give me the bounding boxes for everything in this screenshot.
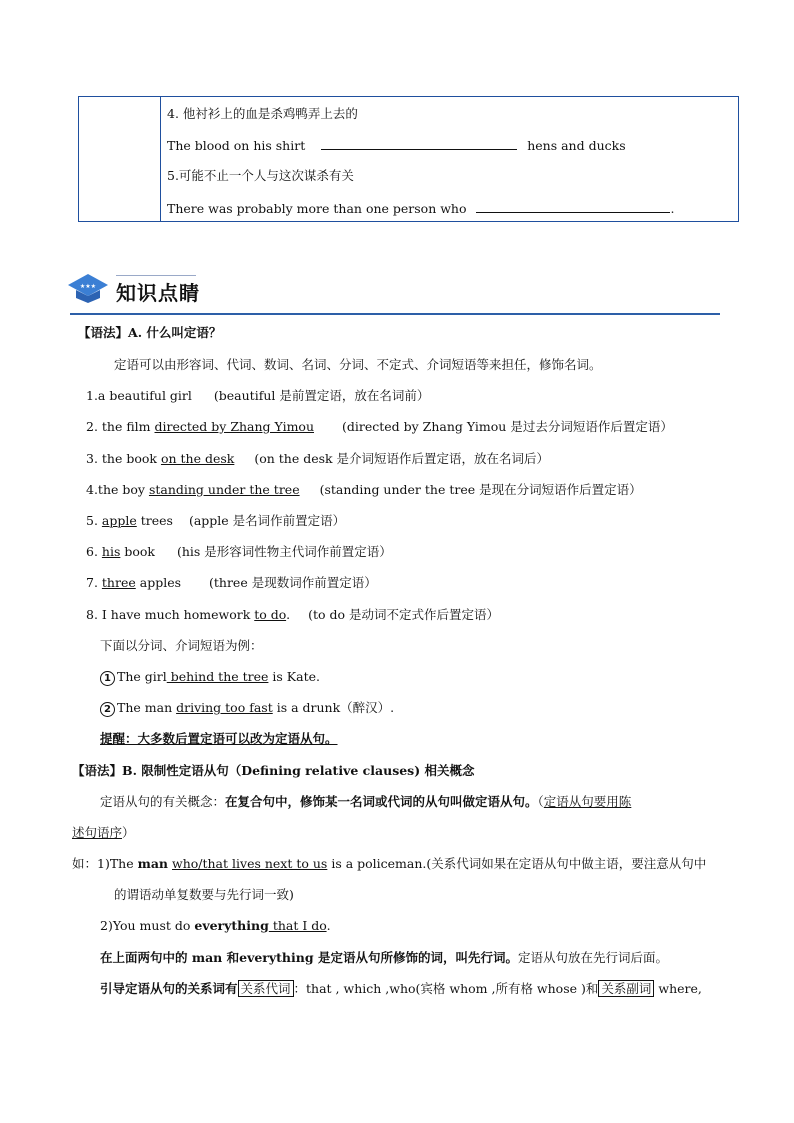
item-text: 8. I have much homework (86, 607, 255, 622)
item-text: 2. the film (86, 419, 155, 434)
item-underlined: three (101, 575, 136, 590)
item-underlined: apple (101, 513, 137, 528)
example-text: 2)You must do (100, 918, 195, 933)
item-text: 7. (86, 575, 102, 590)
header-rule (70, 313, 720, 315)
relative-adverb-box: 关系副词 (598, 980, 654, 997)
relative-pronouns: ：that , which ,who(宾格 whom ,所有格 whose )和 (293, 981, 599, 996)
list-item (86, 575, 377, 591)
example-underlined: behind the tree (166, 669, 269, 684)
example-b1-cont: 的谓语动单复数要与先行词一致) (114, 887, 294, 902)
table-divider (160, 97, 161, 221)
example-b1 (72, 856, 706, 872)
item-note: (his 是形容词性物主代词作前置定语） (176, 544, 392, 559)
list-item (86, 544, 392, 560)
example-text-post: is a drunk（醉汉）. (272, 700, 395, 715)
example-text-post: . (326, 918, 331, 933)
item-text-post: trees (136, 513, 173, 528)
tip-text: 提醒：大多数后置定语可以改为定语从句。 (100, 731, 338, 746)
item-text-post: book (120, 544, 155, 559)
antecedent-position: 定语从句放在先行词后面。 (517, 950, 668, 965)
q4-chinese: 4. 他衬衫上的血是杀鸡鸭弄上去的 (167, 106, 358, 121)
grammar-a-intro: 定语可以由形容词、代词、数词、名词、分词、不定式、介词短语等来担任，修饰名词。 (114, 357, 602, 372)
item-underlined: directed by Zhang Yimou (154, 419, 314, 434)
item-text: 4.the boy (86, 482, 149, 497)
example-b2 (100, 918, 331, 934)
concept-line (100, 794, 631, 810)
paren-open: （ (537, 794, 544, 809)
relative-words-label: 引导定语从句的关系词有 (100, 981, 238, 996)
item-text: 3. the book (86, 451, 161, 466)
item-note: (beautiful 是前置定语，放在名词前） (213, 388, 430, 403)
paren-close: ） (122, 825, 135, 840)
example-text: The man (117, 700, 177, 715)
list-item (86, 451, 549, 467)
q4-answer-blank[interactable] (321, 137, 517, 150)
item-note: (directed by Zhang Yimou 是过去分词短语作后置定语） (341, 419, 673, 434)
header-top-line (116, 275, 196, 276)
item-text-post: apples (135, 575, 182, 590)
q5-chinese: 5.可能不止一个人与这次谋杀有关 (167, 168, 354, 183)
example-1 (100, 669, 320, 686)
antecedent-definition: 是定语从句所修饰的词，叫先行词。 (313, 950, 518, 965)
circled-number: 1 (100, 671, 115, 686)
item-text-post: . (286, 607, 291, 622)
grammar-b-heading: 【语法】B. 限制性定语从句（Defining relative clauses) 相关概念 (72, 763, 475, 778)
item-note: (on the desk 是介词短语作后置定语，放在名词后） (254, 451, 550, 466)
q4-english-start: The blood on his shirt (167, 138, 306, 153)
section-title: 知识点睛 (116, 281, 200, 305)
antecedent-word: everything (239, 950, 314, 965)
q5-period: . (670, 201, 675, 216)
item-note: (apple 是名词作前置定语） (188, 513, 346, 528)
q4-english (167, 137, 626, 154)
example-text-post: is Kate. (268, 669, 320, 684)
svg-text:★★★: ★★★ (79, 283, 97, 290)
concept-note: 定语从句要用陈 (543, 794, 632, 809)
antecedent-word: man (137, 856, 169, 871)
item-note: (three 是现数词作前置定语） (209, 575, 377, 590)
example-intro: 下面以分词、介词短语为例： (100, 638, 263, 653)
grammar-a-heading: 【语法】A. 什么叫定语？ (78, 325, 222, 340)
example-text-post: is a policeman.(关系代词如果在定语从句中做主语，要注意从句中 (327, 856, 707, 871)
item-underlined: to do (254, 607, 287, 622)
q5-english (167, 200, 674, 217)
list-item (86, 513, 345, 529)
graduation-cap-icon (67, 272, 109, 304)
item-text: 6. (86, 544, 102, 559)
item-underlined: on the desk (160, 451, 235, 466)
relative-words-line (100, 981, 702, 997)
q4-english-end: hens and ducks (527, 138, 626, 153)
example-text: The girl (117, 669, 167, 684)
antecedent-text: 在上面两句中的 man 和 (100, 950, 240, 965)
concept-label: 定语从句的有关概念： (100, 794, 226, 809)
concept-definition: 在复合句中，修饰某一名词或代词的从句叫做定语从句。 (225, 794, 538, 809)
q5-english-start: There was probably more than one person who (167, 201, 467, 216)
list-item (86, 419, 673, 435)
item-note: (to do 是动词不定式作后置定语） (308, 607, 499, 622)
relative-clause: that I do (268, 918, 327, 933)
q5-answer-blank[interactable] (476, 200, 670, 213)
relative-adverbs: where, (654, 981, 702, 996)
circled-number: 2 (100, 702, 115, 717)
example-label: 如：1)The (72, 856, 138, 871)
relative-pronoun-box: 关系代词 (238, 980, 294, 997)
antecedent-word: everything (194, 918, 269, 933)
list-item (86, 388, 429, 404)
item-text: 1.a beautiful girl (86, 388, 192, 403)
relative-clause: who/that lives next to us (172, 856, 328, 871)
item-note: (standing under the tree 是现在分词短语作后置定语） (319, 482, 642, 497)
concept-note-cont: 述句语序 (72, 825, 123, 840)
example-2 (100, 700, 394, 717)
item-underlined: standing under the tree (148, 482, 300, 497)
antecedent-line (100, 950, 668, 966)
concept-line-cont (72, 825, 135, 841)
list-item (86, 607, 499, 623)
list-item (86, 482, 642, 498)
example-underlined: driving too fast (176, 700, 273, 715)
item-underlined: his (101, 544, 121, 559)
item-text: 5. (86, 513, 102, 528)
